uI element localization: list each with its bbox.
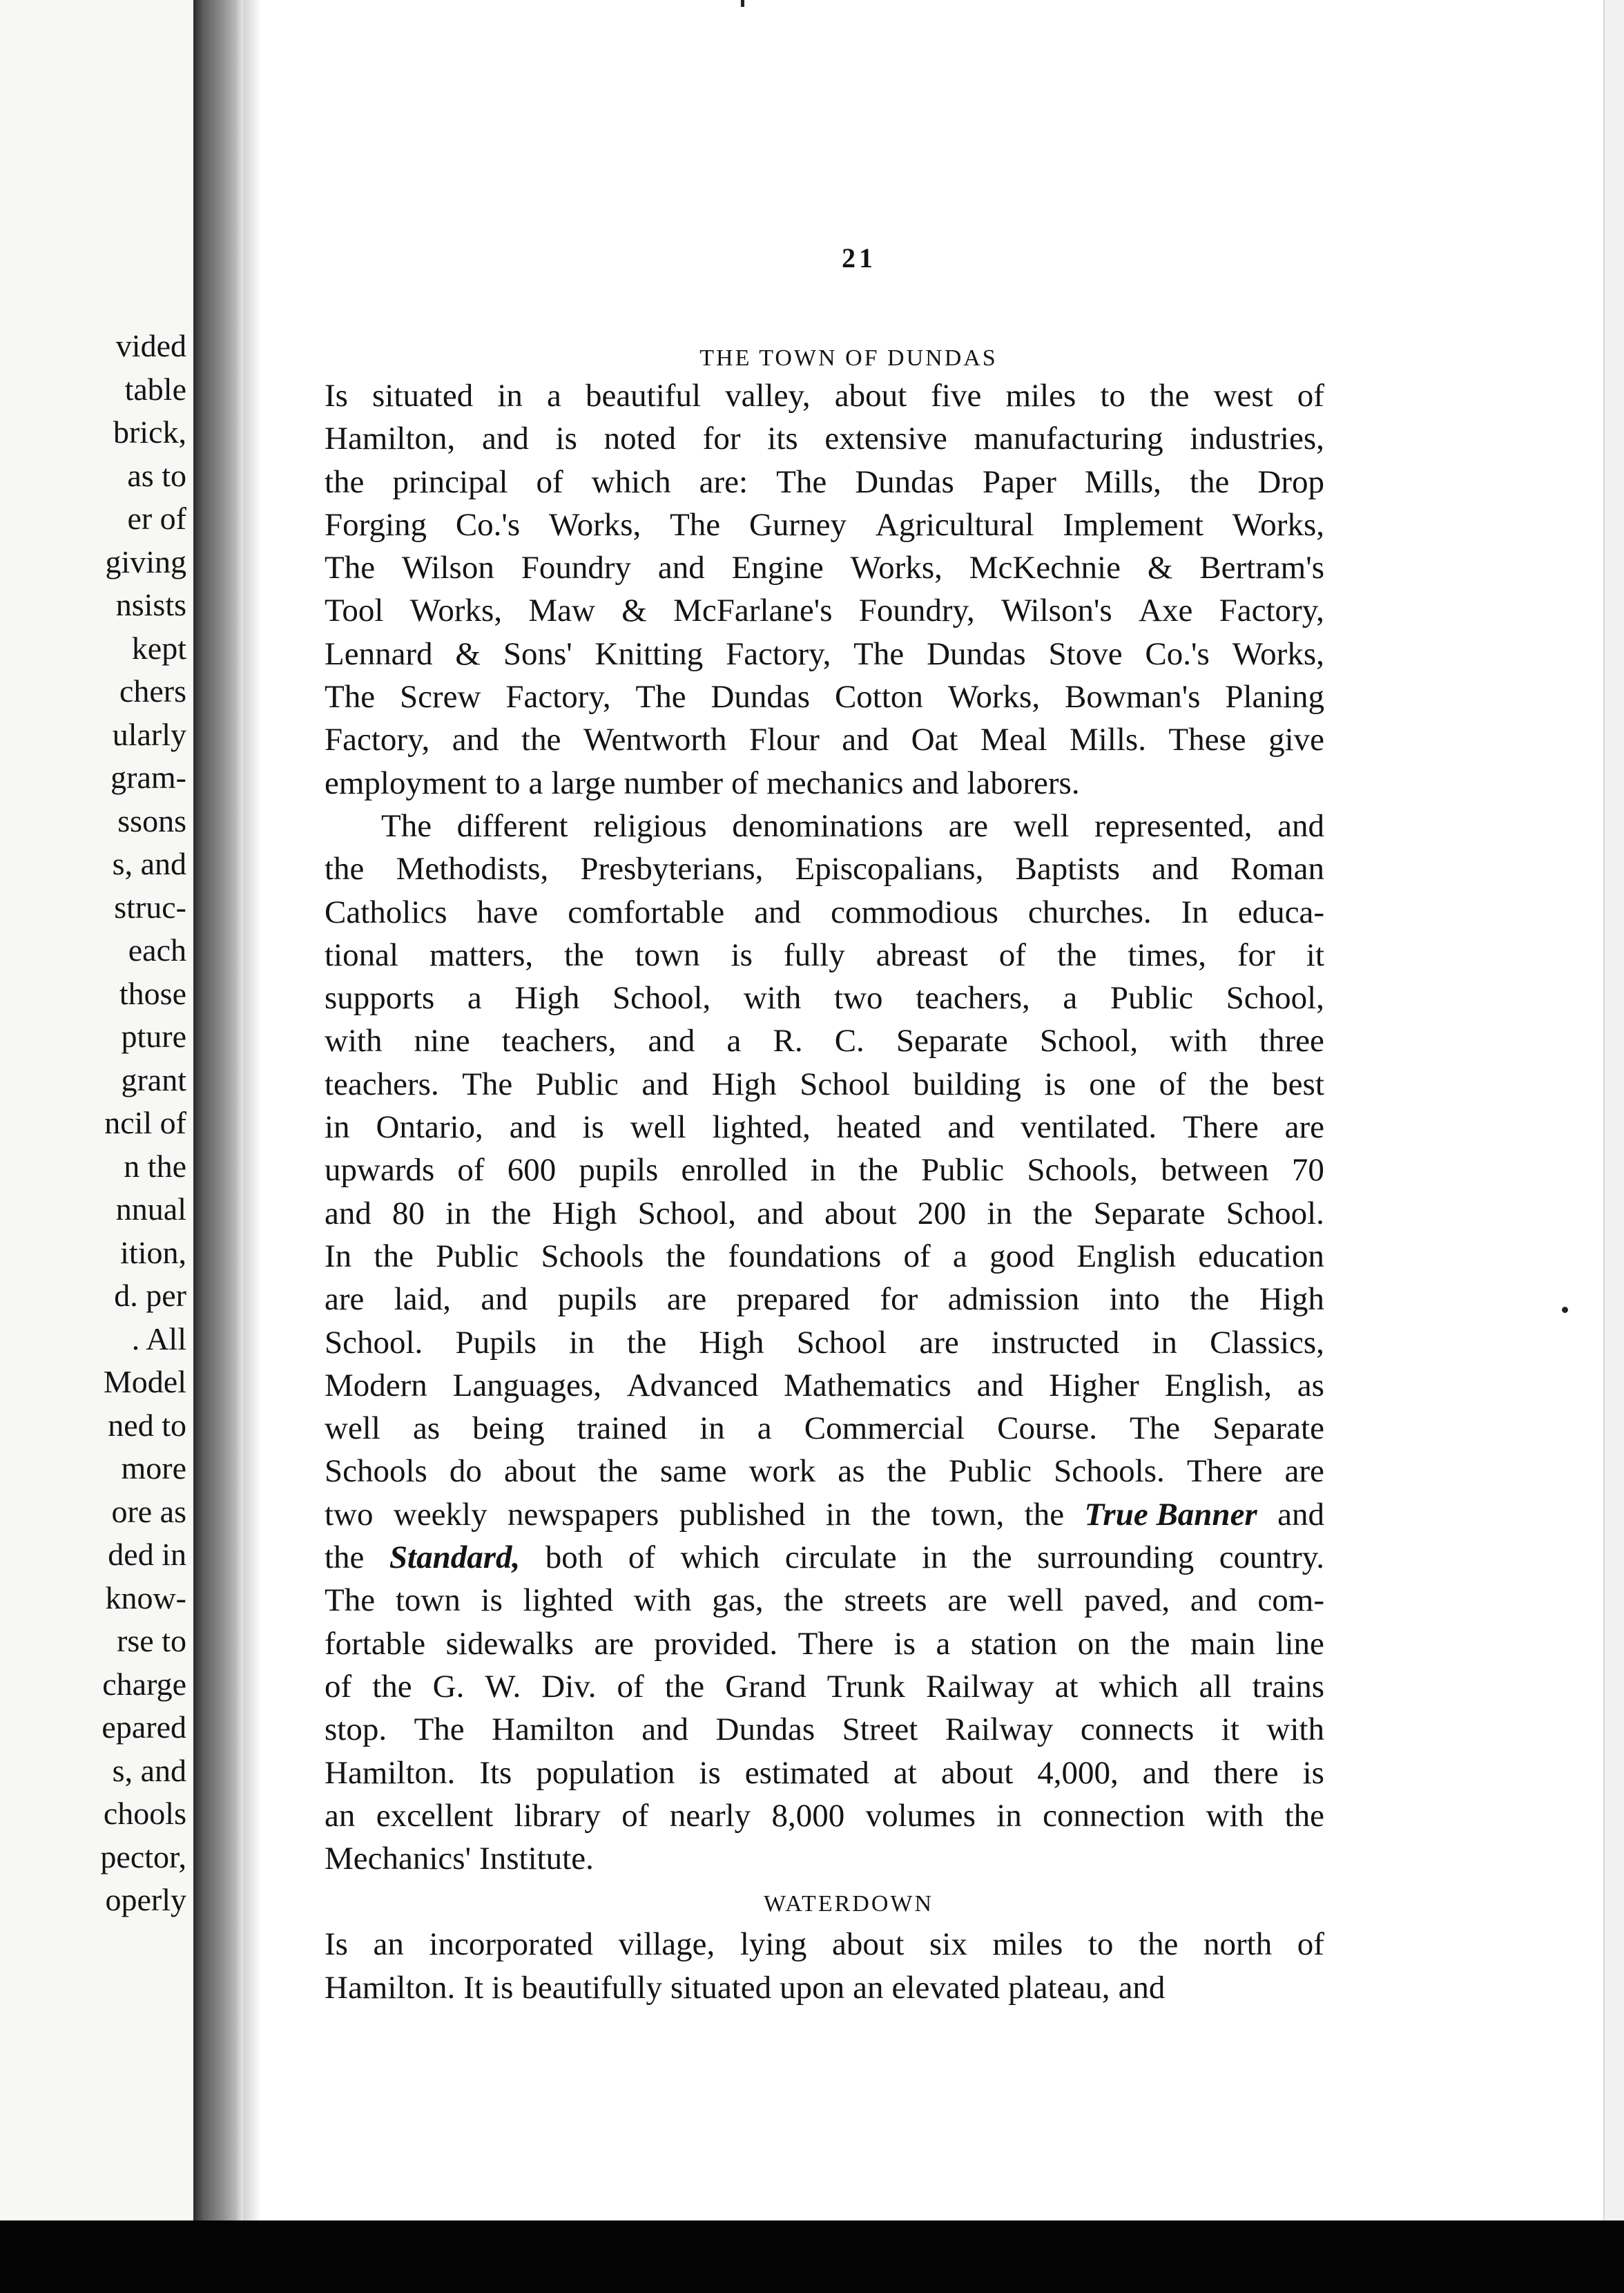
section-body [325, 1923, 1324, 2009]
facing-page-line: nnual [115, 1191, 186, 1227]
facing-page-line: nsists [115, 587, 186, 622]
text-line: with nine teachers, and a R. C. Separate School, with three [325, 1023, 1324, 1059]
facing-page-line: ded in [108, 1537, 186, 1572]
facing-page-line: ore as [111, 1493, 186, 1529]
facing-page-line: rse to [117, 1623, 186, 1658]
facing-page-line: chers [119, 673, 186, 709]
facing-page-line: s, and [112, 1752, 186, 1788]
facing-page-line: epared [102, 1709, 186, 1745]
facing-page-line: table [124, 371, 186, 407]
facing-page-line: ularly [112, 716, 186, 752]
facing-page-line: more [121, 1450, 186, 1486]
facing-page-line: know- [105, 1580, 186, 1615]
facing-page-line: struc- [114, 889, 186, 925]
facing-page-line: ssons [117, 803, 186, 838]
text-line: teachers. The Public and High School building is one of the best [325, 1066, 1324, 1102]
paragraph [325, 1923, 1324, 2009]
text-line: supports a High School, with two teachers, a Public School, [325, 980, 1324, 1017]
text-line: In the Public Schools the foundations of a good English education [325, 1238, 1324, 1274]
facing-page-line: gram- [110, 760, 186, 795]
facing-page-line: as to [127, 457, 186, 493]
text-line: Hamilton, and is noted for its extensive manufacturing industries, [325, 421, 1324, 457]
facing-page-line: n the [124, 1148, 186, 1184]
text-line: The town is lighted with gas, the streets are well paved, and com- [325, 1582, 1324, 1619]
page-edge [1603, 0, 1624, 2220]
facing-page-line: ition, [120, 1234, 186, 1270]
facing-page-fragment [0, 0, 195, 2293]
text-line: the Standard, both of which circulate in the surrounding country. [325, 1539, 1324, 1576]
section-body [325, 374, 1324, 1880]
facing-page-line: er of [127, 501, 186, 536]
facing-page-line: kept [131, 630, 186, 666]
facing-page-line: pture [121, 1019, 186, 1054]
text-line: The Wilson Foundry and Engine Works, McKechnie & Bertram's [325, 550, 1324, 586]
text-line: are laid, and pupils are prepared for admission into the High [325, 1281, 1324, 1318]
text-line: two weekly newspapers published in the town, the True Banner and [325, 1496, 1324, 1533]
text-line: Is an incorporated village, lying about six miles to the north of [325, 1926, 1324, 1963]
text-line: stop. The Hamilton and Dundas Street Railway connects it with [325, 1711, 1324, 1748]
paragraph [325, 374, 1324, 805]
facing-page-text [100, 325, 186, 1922]
text-line: well as being trained in a Commercial Course. The Separate [325, 1410, 1324, 1447]
facing-page-line: vided [115, 328, 186, 363]
facing-page-line: ned to [108, 1407, 186, 1443]
text-line: fortable sidewalks are provided. There is a station on the main line [325, 1625, 1324, 1662]
gutter-shadow [243, 0, 261, 2293]
facing-page-line: ncil of [104, 1105, 186, 1140]
facing-page-line: brick, [113, 414, 186, 450]
text-line: Lennard & Sons' Knitting Factory, The Dundas Stove Co.'s Works, [325, 635, 1324, 672]
text-line: The different religious denominations are well represented, and [381, 807, 1324, 844]
text-line: upwards of 600 pupils enrolled in the Public Schools, between 70 [325, 1152, 1324, 1189]
text-line: Is situated in a beautiful valley, about five miles to the west of [325, 378, 1324, 414]
page-content [325, 236, 1324, 2009]
scan-mark [741, 0, 744, 7]
text-line: tional matters, the town is fully abreast of the times, for it [325, 937, 1324, 973]
facing-page-line: . All [131, 1321, 186, 1356]
facing-page-line: giving [105, 544, 186, 579]
facing-page-line: s, and [112, 846, 186, 881]
article-sections [325, 343, 1324, 2009]
text-line: an excellent library of nearly 8,000 volumes in connection with the [325, 1797, 1324, 1834]
facing-page-line: operly [105, 1882, 186, 1917]
facing-page-line: those [119, 975, 186, 1011]
section-heading: WATERDOWN [763, 1891, 934, 1917]
text-line: School. Pupils in the High School are instructed in Classics, [325, 1324, 1324, 1361]
text-line: The Screw Factory, The Dundas Cotton Works, Bowman's Planing [325, 679, 1324, 716]
text-line: Hamilton. It is beautifully situated upon an elevated plateau, and [325, 1969, 1166, 2006]
text-line: the Methodists, Presbyterians, Episcopalians, Baptists and Roman [325, 851, 1324, 888]
facing-page-line: d. per [114, 1278, 186, 1313]
page-number: 21 [842, 242, 876, 274]
facing-page-line: grant [121, 1062, 186, 1097]
paragraph [325, 805, 1324, 1880]
text-line: Modern Languages, Advanced Mathematics and Higher English, as [325, 1367, 1324, 1403]
text-line: Forging Co.'s Works, The Gurney Agricultural Implement Works, [325, 506, 1324, 543]
facing-page-line: charge [102, 1666, 186, 1702]
facing-page-line: Model [103, 1364, 186, 1399]
book-gutter [193, 0, 243, 2293]
facing-page-line: each [128, 932, 186, 968]
scanner-border [0, 2220, 1624, 2293]
text-line: Tool Works, Maw & McFarlane's Foundry, Wilson's Axe Factory, [325, 593, 1324, 629]
text-line: of the G. W. Div. of the Grand Trunk Railway at which all trains [325, 1668, 1324, 1705]
text-line: the principal of which are: The Dundas Paper Mills, the Drop [325, 463, 1324, 500]
text-line: employment to a large number of mechanics and laborers. [325, 765, 1080, 801]
text-line: Schools do about the same work as the Public Schools. There are [325, 1453, 1324, 1490]
text-line: Catholics have comfortable and commodious churches. In educa- [325, 894, 1324, 930]
scan-speck [1562, 1307, 1568, 1313]
text-line: Hamilton. Its population is estimated at about 4,000, and there is [325, 1754, 1324, 1791]
facing-page-line: chools [103, 1796, 186, 1831]
section-heading: THE TOWN OF DUNDAS [699, 345, 998, 371]
text-line: and 80 in the High School, and about 200 in the Separate School. [325, 1195, 1324, 1231]
text-line: Mechanics' Institute. [325, 1841, 594, 1877]
text-line: Factory, and the Wentworth Flour and Oat Meal Mills. These give [325, 722, 1324, 758]
facing-page-line: pector, [100, 1839, 186, 1874]
text-line: in Ontario, and is well lighted, heated and ventilated. There are [325, 1109, 1324, 1146]
